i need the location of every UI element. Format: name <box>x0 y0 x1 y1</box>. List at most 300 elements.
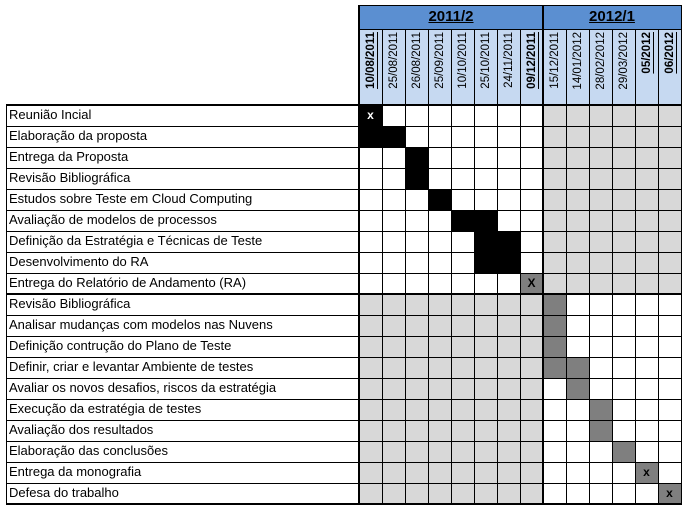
grid-line <box>6 168 682 169</box>
gantt-cell <box>474 168 497 189</box>
gantt-cell <box>658 378 681 399</box>
date-label: 05/2012 <box>640 32 653 74</box>
gantt-cell <box>497 462 520 483</box>
grid-line <box>6 293 682 295</box>
date-header-cell <box>405 29 428 104</box>
gantt-cell <box>612 378 635 399</box>
gantt-cell <box>497 483 520 504</box>
date-label: 15/12/2011 <box>548 32 561 89</box>
grid-line <box>405 29 406 505</box>
milestone-mark: x <box>643 465 650 479</box>
date-header-cell <box>566 29 589 104</box>
gantt-cell <box>359 231 382 252</box>
gantt-bar-cell <box>543 336 566 357</box>
gantt-cell <box>612 357 635 378</box>
gantt-cell <box>451 126 474 147</box>
date-header-cell <box>428 29 451 104</box>
gantt-cell <box>405 273 428 294</box>
gantt-cell <box>405 462 428 483</box>
date-label: 09/12/2011 <box>525 32 538 89</box>
gantt-cell <box>589 147 612 168</box>
gantt-cell <box>359 252 382 273</box>
gantt-cell <box>566 168 589 189</box>
gantt-cell <box>497 315 520 336</box>
gantt-cell <box>428 399 451 420</box>
gantt-cell <box>359 273 382 294</box>
gantt-bar-cell <box>359 126 382 147</box>
gantt-cell <box>382 441 405 462</box>
gantt-cell <box>658 210 681 231</box>
gantt-cell <box>566 315 589 336</box>
gantt-cell <box>589 168 612 189</box>
gantt-cell <box>405 294 428 315</box>
gantt-cell <box>474 462 497 483</box>
gantt-cell <box>612 231 635 252</box>
date-header-cell <box>543 29 566 104</box>
gantt-cell <box>658 441 681 462</box>
gantt-cell <box>635 357 658 378</box>
gantt-cell <box>589 336 612 357</box>
date-header-cell <box>359 29 382 104</box>
gantt-cell <box>497 336 520 357</box>
gantt-cell <box>658 357 681 378</box>
gantt-cell <box>428 210 451 231</box>
grid-line <box>6 483 682 484</box>
gantt-cell <box>405 231 428 252</box>
gantt-cell <box>543 105 566 126</box>
gantt-cell <box>359 378 382 399</box>
gantt-cell <box>497 168 520 189</box>
gantt-cell <box>428 231 451 252</box>
gantt-cell <box>405 420 428 441</box>
grid-line <box>6 503 682 505</box>
grid-line <box>6 462 682 463</box>
gantt-cell <box>543 210 566 231</box>
gantt-cell <box>474 315 497 336</box>
gantt-cell <box>658 399 681 420</box>
gantt-cell <box>520 336 543 357</box>
gantt-cell <box>589 105 612 126</box>
gantt-cell <box>658 462 681 483</box>
gantt-cell <box>635 105 658 126</box>
gantt-bar-cell <box>520 273 543 294</box>
gantt-cell <box>474 294 497 315</box>
grid-line <box>6 273 682 274</box>
gantt-cell <box>589 189 612 210</box>
gantt-cell <box>451 147 474 168</box>
grid-line <box>6 315 682 316</box>
gantt-cell <box>612 210 635 231</box>
gantt-cell <box>497 441 520 462</box>
task-label: Definição contrução do Plano de Teste <box>9 338 232 353</box>
gantt-cell <box>543 126 566 147</box>
gantt-cell <box>428 336 451 357</box>
milestone-mark: X <box>527 276 536 290</box>
gantt-cell <box>474 126 497 147</box>
gantt-cell <box>566 294 589 315</box>
gantt-cell <box>612 189 635 210</box>
grid-line <box>6 399 682 400</box>
gantt-cell <box>382 252 405 273</box>
gantt-bar-cell <box>543 315 566 336</box>
gantt-cell <box>382 168 405 189</box>
gantt-cell <box>658 189 681 210</box>
gantt-cell <box>382 357 405 378</box>
date-label: 10/10/2011 <box>456 32 469 89</box>
gantt-cell <box>497 399 520 420</box>
gantt-cell <box>520 210 543 231</box>
gantt-bar-cell <box>428 189 451 210</box>
gantt-cell <box>589 483 612 504</box>
gantt-cell <box>359 315 382 336</box>
gantt-cell <box>359 210 382 231</box>
task-label: Definir, criar e levantar Ambiente de testes <box>9 359 254 374</box>
grid-line <box>359 5 682 6</box>
gantt-cell <box>474 273 497 294</box>
gantt-cell <box>520 168 543 189</box>
gantt-cell <box>405 126 428 147</box>
task-label: Desenvolvimento do RA <box>9 254 149 269</box>
gantt-cell <box>451 399 474 420</box>
gantt-cell <box>589 462 612 483</box>
date-label: 25/08/2011 <box>387 32 400 89</box>
gantt-cell <box>497 189 520 210</box>
gantt-cell <box>520 399 543 420</box>
gantt-bar-cell <box>382 126 405 147</box>
gantt-cell <box>359 336 382 357</box>
gantt-cell <box>474 420 497 441</box>
date-label: 14/01/2012 <box>571 32 584 90</box>
gantt-bar-cell <box>405 168 428 189</box>
gantt-cell <box>359 399 382 420</box>
task-label: Entrega da monografia <box>9 464 142 479</box>
task-label: Revisão Bibliográfica <box>9 170 131 185</box>
gantt-cell <box>497 357 520 378</box>
gantt-cell <box>566 441 589 462</box>
gantt-cell <box>635 210 658 231</box>
gantt-cell <box>382 210 405 231</box>
grid-line <box>6 105 7 505</box>
date-header-cell <box>497 29 520 104</box>
gantt-cell <box>520 231 543 252</box>
grid-line <box>6 420 682 421</box>
gantt-cell <box>382 336 405 357</box>
task-label: Reunião Incial <box>9 107 92 122</box>
gantt-cell <box>589 273 612 294</box>
gantt-cell <box>382 420 405 441</box>
grid-line <box>6 147 682 148</box>
gantt-cell <box>382 147 405 168</box>
gantt-cell <box>589 126 612 147</box>
gantt-cell <box>405 315 428 336</box>
gantt-cell <box>612 147 635 168</box>
gantt-cell <box>635 441 658 462</box>
date-label: 25/09/2011 <box>433 32 446 89</box>
gantt-cell <box>359 441 382 462</box>
gantt-cell <box>451 252 474 273</box>
gantt-cell <box>451 168 474 189</box>
grid-line <box>658 29 659 505</box>
task-label: Elaboração da proposta <box>9 128 148 143</box>
gantt-cell <box>612 420 635 441</box>
gantt-cell <box>520 378 543 399</box>
gantt-cell <box>451 231 474 252</box>
grid-line <box>6 441 682 442</box>
gantt-cell <box>658 231 681 252</box>
gantt-cell <box>543 273 566 294</box>
gantt-cell <box>405 378 428 399</box>
gantt-cell <box>612 462 635 483</box>
gantt-cell <box>566 126 589 147</box>
gantt-cell <box>405 252 428 273</box>
gantt-cell <box>520 315 543 336</box>
gantt-cell <box>474 189 497 210</box>
gantt-cell <box>382 105 405 126</box>
gantt-bar-cell <box>658 483 681 504</box>
date-header-cell <box>474 29 497 104</box>
gantt-cell <box>520 357 543 378</box>
task-label: Avaliação de modelos de processos <box>9 212 217 227</box>
gantt-cell <box>451 336 474 357</box>
gantt-bar-cell <box>359 105 382 126</box>
grid-line <box>6 378 682 379</box>
gantt-cell <box>589 210 612 231</box>
date-header-cell <box>451 29 474 104</box>
gantt-cell <box>635 273 658 294</box>
gantt-cell <box>497 105 520 126</box>
grid-line <box>428 29 429 505</box>
gantt-cell <box>474 357 497 378</box>
gantt-cell <box>566 462 589 483</box>
gantt-cell <box>428 420 451 441</box>
task-label: Revisão Bibliográfica <box>9 296 131 311</box>
gantt-cell <box>359 483 382 504</box>
gantt-cell <box>359 420 382 441</box>
task-label: Execução da estratégia de testes <box>9 401 202 416</box>
grid-line <box>635 29 636 505</box>
gantt-cell <box>520 147 543 168</box>
gantt-cell <box>635 231 658 252</box>
gantt-cell <box>543 231 566 252</box>
gantt-cell <box>658 168 681 189</box>
grid-line <box>681 5 682 505</box>
gantt-cell <box>451 483 474 504</box>
gantt-bar-cell <box>474 252 497 273</box>
gantt-cell <box>451 441 474 462</box>
gantt-cell <box>428 126 451 147</box>
gantt-cell <box>359 147 382 168</box>
gantt-cell <box>382 294 405 315</box>
gantt-bar-cell <box>497 231 520 252</box>
gantt-cell <box>359 189 382 210</box>
gantt-cell <box>635 189 658 210</box>
gantt-cell <box>405 105 428 126</box>
gantt-cell <box>382 378 405 399</box>
gantt-cell <box>635 315 658 336</box>
task-label: Entrega da Proposta <box>9 149 129 164</box>
gantt-cell <box>566 336 589 357</box>
gantt-cell <box>497 210 520 231</box>
gantt-cell <box>428 273 451 294</box>
gantt-cell <box>428 105 451 126</box>
gantt-cell <box>658 420 681 441</box>
gantt-cell <box>612 315 635 336</box>
gantt-cell <box>543 378 566 399</box>
gantt-cell <box>612 399 635 420</box>
gantt-cell <box>359 168 382 189</box>
gantt-cell <box>566 273 589 294</box>
grid-line <box>6 126 682 127</box>
grid-line <box>382 29 383 505</box>
grid-line <box>6 189 682 190</box>
gantt-cell <box>405 483 428 504</box>
gantt-cell <box>451 315 474 336</box>
gantt-cell <box>658 147 681 168</box>
gantt-cell <box>382 483 405 504</box>
gantt-cell <box>520 483 543 504</box>
gantt-cell <box>543 252 566 273</box>
gantt-bar-cell <box>589 420 612 441</box>
gantt-cell <box>451 357 474 378</box>
gantt-bar-cell <box>451 210 474 231</box>
gantt-cell <box>543 420 566 441</box>
gantt-cell <box>635 420 658 441</box>
date-label: 26/08/2011 <box>410 32 423 89</box>
gantt-cell <box>566 252 589 273</box>
gantt-cell <box>451 378 474 399</box>
gantt-bar-cell <box>405 147 428 168</box>
gantt-cell <box>428 357 451 378</box>
grid-line <box>6 336 682 337</box>
gantt-cell <box>589 315 612 336</box>
gantt-cell <box>428 315 451 336</box>
gantt-cell <box>474 399 497 420</box>
task-label: Definição da Estratégia e Técnicas de Teste <box>9 233 263 248</box>
gantt-cell <box>359 294 382 315</box>
gantt-cell <box>428 147 451 168</box>
grid-line <box>542 5 544 505</box>
gantt-cell <box>405 357 428 378</box>
date-header-cell <box>382 29 405 104</box>
gantt-cell <box>382 315 405 336</box>
gantt-cell <box>658 315 681 336</box>
grid-line <box>6 104 682 106</box>
gantt-cell <box>543 147 566 168</box>
gantt-bar-cell <box>566 357 589 378</box>
gantt-cell <box>635 294 658 315</box>
gantt-cell <box>405 210 428 231</box>
gantt-cell <box>520 189 543 210</box>
gantt-cell <box>612 483 635 504</box>
date-header-cell <box>520 29 543 104</box>
date-header-cell <box>635 29 658 104</box>
gantt-cell <box>451 105 474 126</box>
gantt-cell <box>635 126 658 147</box>
gantt-cell <box>543 399 566 420</box>
gantt-cell <box>474 441 497 462</box>
grid-line <box>612 29 613 505</box>
grid-line <box>451 29 452 505</box>
gantt-cell <box>658 126 681 147</box>
date-label: 28/02/2012 <box>594 32 607 90</box>
gantt-cell <box>451 294 474 315</box>
task-label: Avaliação dos resultados <box>9 422 154 437</box>
gantt-cell <box>520 441 543 462</box>
gantt-cell <box>474 105 497 126</box>
gantt-cell <box>520 420 543 441</box>
date-label: 24/11/2011 <box>502 32 515 88</box>
gantt-cell <box>543 462 566 483</box>
gantt-cell <box>658 273 681 294</box>
gantt-cell <box>520 252 543 273</box>
gantt-cell <box>658 294 681 315</box>
gantt-cell <box>428 483 451 504</box>
gantt-cell <box>497 294 520 315</box>
gantt-cell <box>474 378 497 399</box>
gantt-bar-cell <box>543 357 566 378</box>
gantt-cell <box>451 189 474 210</box>
gantt-cell <box>520 294 543 315</box>
gantt-cell <box>566 420 589 441</box>
grid-line <box>520 29 521 505</box>
gantt-cell <box>543 483 566 504</box>
grid-line <box>589 29 590 505</box>
gantt-cell <box>566 147 589 168</box>
gantt-cell <box>497 273 520 294</box>
gantt-cell <box>382 462 405 483</box>
gantt-cell <box>635 147 658 168</box>
gantt-cell <box>451 273 474 294</box>
gantt-cell <box>589 294 612 315</box>
gantt-cell <box>428 252 451 273</box>
date-header-cell <box>612 29 635 104</box>
gantt-cell <box>635 168 658 189</box>
task-label: Entrega do Relatório de Andamento (RA) <box>9 275 247 290</box>
gantt-cell <box>451 420 474 441</box>
gantt-cell <box>658 252 681 273</box>
task-label: Analisar mudanças com modelos nas Nuvens <box>9 317 273 332</box>
gantt-cell <box>612 252 635 273</box>
gantt-cell <box>382 399 405 420</box>
gantt-bar-cell <box>474 231 497 252</box>
gantt-cell <box>635 483 658 504</box>
gantt-cell <box>566 483 589 504</box>
milestone-mark: x <box>367 108 374 122</box>
gantt-cell <box>497 126 520 147</box>
gantt-cell <box>359 357 382 378</box>
gantt-bar-cell <box>566 378 589 399</box>
gantt-cell <box>405 399 428 420</box>
gantt-cell <box>497 420 520 441</box>
gantt-cell <box>612 273 635 294</box>
gantt-cell <box>612 336 635 357</box>
grid-line <box>6 252 682 253</box>
gantt-cell <box>566 399 589 420</box>
gantt-cell <box>382 273 405 294</box>
gantt-bar-cell <box>497 252 520 273</box>
grid-line <box>474 29 475 505</box>
gantt-cell <box>428 441 451 462</box>
gantt-cell <box>612 294 635 315</box>
gantt-cell <box>405 441 428 462</box>
gantt-cell <box>382 231 405 252</box>
grid-line <box>497 29 498 505</box>
gantt-bar-cell <box>474 210 497 231</box>
gantt-cell <box>635 399 658 420</box>
gantt-cell <box>589 378 612 399</box>
gantt-cell <box>520 105 543 126</box>
gantt-cell <box>589 357 612 378</box>
